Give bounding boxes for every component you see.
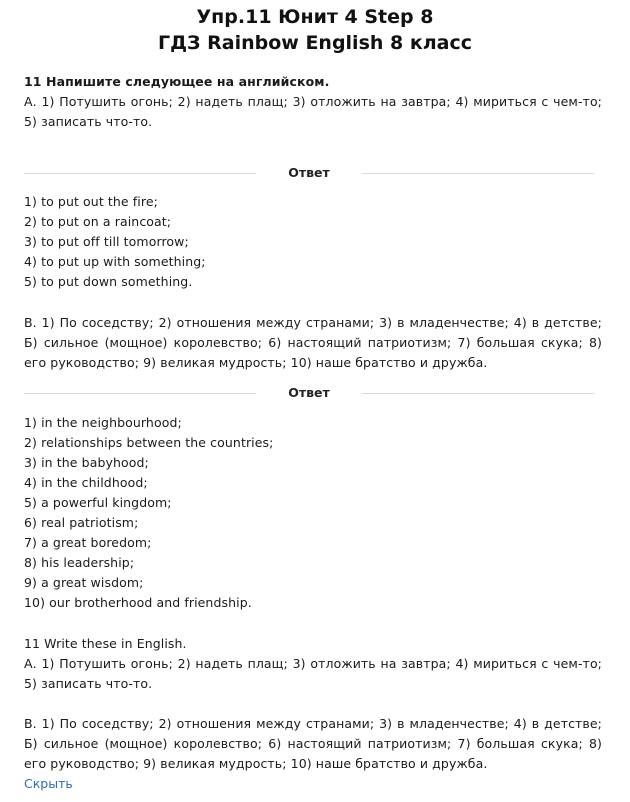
answer-label: Ответ bbox=[288, 385, 330, 400]
answers-a-list bbox=[24, 192, 602, 292]
list-item: 3) in the babyhood; bbox=[24, 455, 149, 470]
task-statement bbox=[24, 72, 602, 132]
list-item: 4) to put up with something; bbox=[24, 254, 206, 269]
answers-b bbox=[24, 413, 602, 613]
hide-link[interactable]: Скрыть bbox=[24, 776, 73, 791]
list-item: 10) our brotherhood and friendship. bbox=[24, 595, 252, 610]
answer-divider-2 bbox=[24, 383, 594, 403]
list-item: 3) to put off till tomorrow; bbox=[24, 234, 189, 249]
answers-b-list bbox=[24, 413, 602, 613]
english-task-part-a: А. 1) Потушить огонь; 2) надеть плащ; 3) отложить на завтра; 4) мириться с чем-то; 5) записать что-то. bbox=[24, 656, 602, 691]
answers-a bbox=[24, 192, 602, 292]
english-task bbox=[24, 634, 602, 694]
list-item: 2) relationships between the countries; bbox=[24, 435, 274, 450]
english-task-heading: 11 Write these in English. bbox=[24, 636, 187, 651]
list-item: 5) to put down something. bbox=[24, 274, 193, 289]
answer-divider-1 bbox=[24, 163, 594, 183]
answer-label: Ответ bbox=[288, 165, 330, 180]
divider-line-right bbox=[362, 173, 594, 174]
english-task-part-b: В. 1) По соседству; 2) отношения между странами; 3) в младенчестве; 4) в детстве; Б) сильное (мощное) королевство; 6) настоящий патриотизм; 7) большая скука; 8) его руководство; 9) великая мудрость; 10) наше братство и дружба. bbox=[24, 716, 602, 771]
list-item: 4) in the childhood; bbox=[24, 475, 148, 490]
page-title: Упр.11 Юнит 4 Step 8 bbox=[196, 6, 434, 28]
list-item: 1) to put out the fire; bbox=[24, 194, 158, 209]
list-item: 5) a powerful kingdom; bbox=[24, 495, 172, 510]
divider-line-right bbox=[362, 393, 594, 394]
task-heading: 11 Напишите следующее на английском. bbox=[24, 74, 330, 89]
task-part-b: В. 1) По соседству; 2) отношения между странами; 3) в младенчестве; 4) в детстве; Б) сильное (мощное) королевство; 6) настоящий патриотизм; 7) большая скука; 8) его руководство; 9) великая мудрость; 10) наше братство и дружба. bbox=[24, 315, 602, 370]
list-item: 7) a great boredom; bbox=[24, 535, 152, 550]
list-item: 6) real patriotism; bbox=[24, 515, 139, 530]
list-item: 9) a great wisdom; bbox=[24, 575, 144, 590]
task-part-a: А. 1) Потушить огонь; 2) надеть плащ; 3) отложить на завтра; 4) мириться с чем-то; 5) записать что-то. bbox=[24, 94, 602, 129]
list-item: 2) to put on a raincoat; bbox=[24, 214, 172, 229]
list-item: 8) his leadership; bbox=[24, 555, 135, 570]
page-subtitle: ГДЗ Rainbow English 8 класс bbox=[157, 32, 473, 54]
list-item: 1) in the neighbourhood; bbox=[24, 415, 182, 430]
